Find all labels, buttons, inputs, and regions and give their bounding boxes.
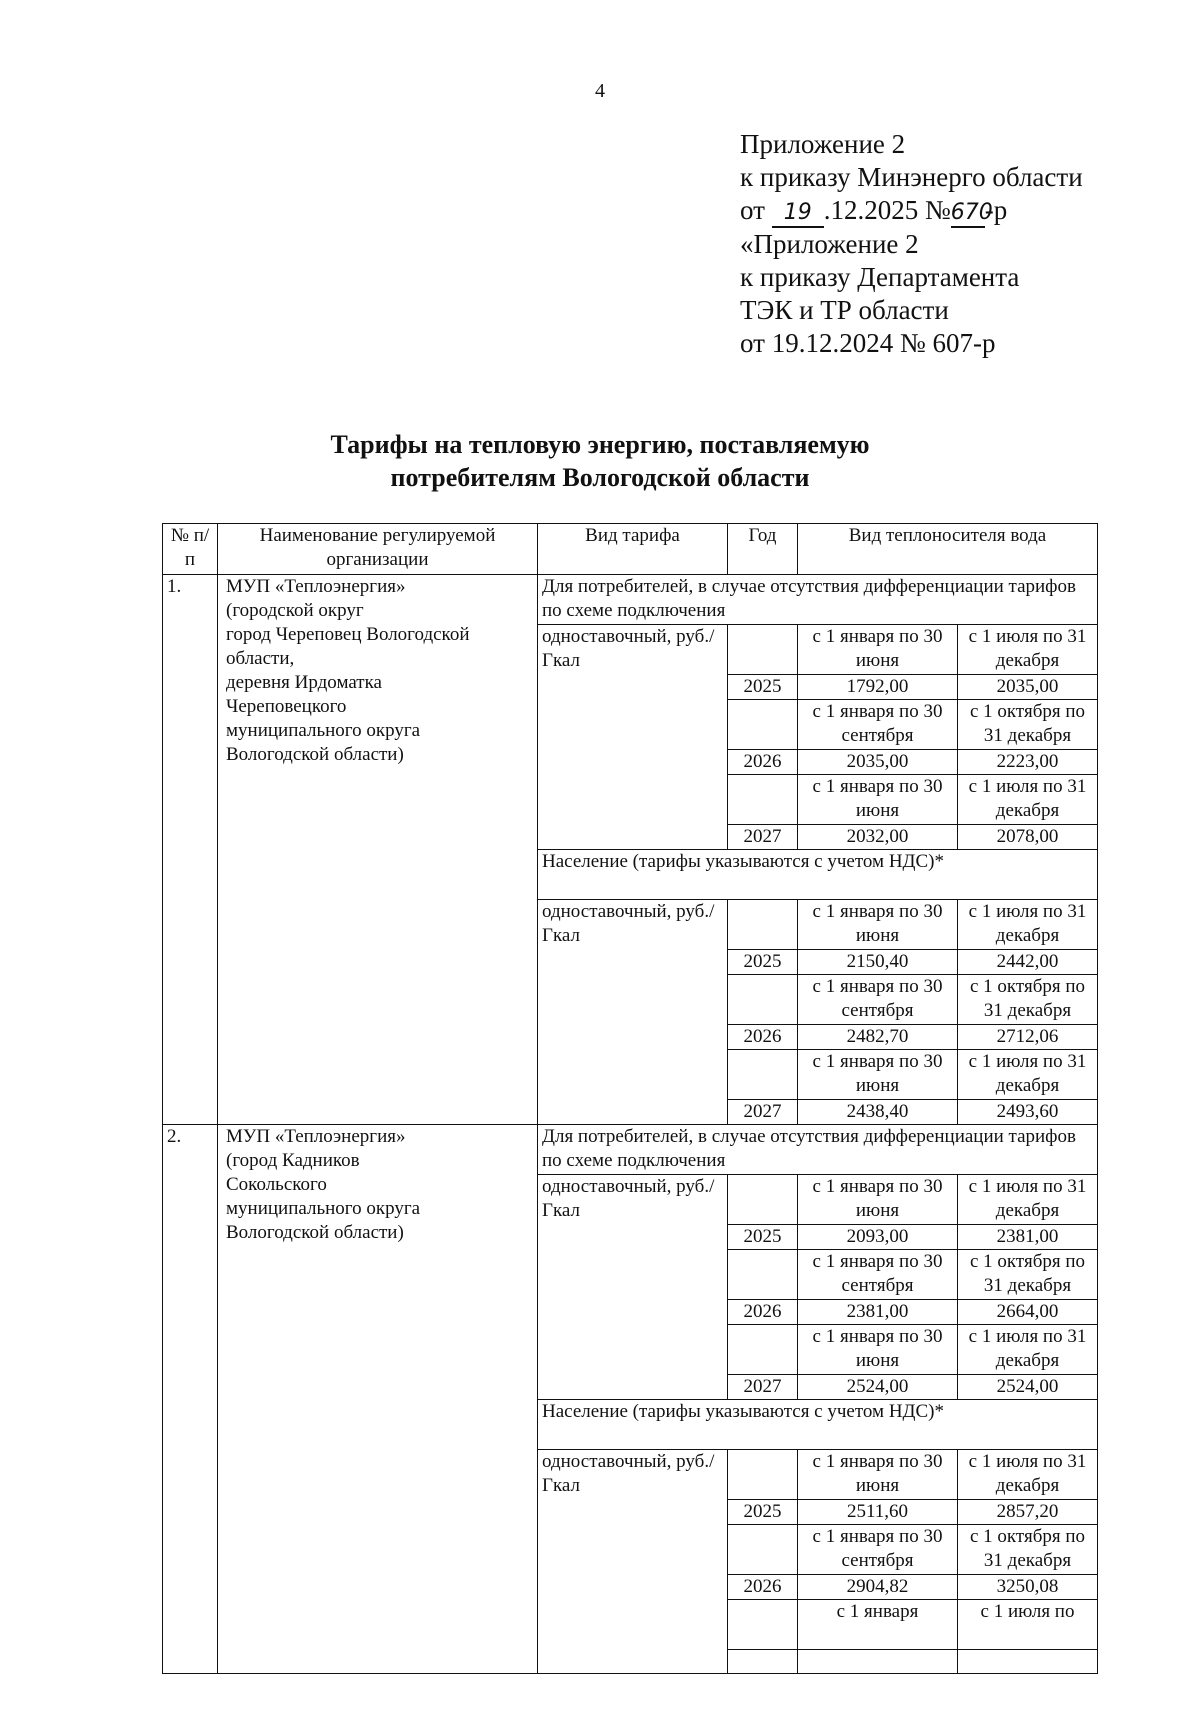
order-suffix: -р xyxy=(984,195,1008,225)
period-2: с 1 июля по 31 декабря xyxy=(958,775,1098,825)
value-1: 2511,60 xyxy=(798,1500,958,1525)
year-cell xyxy=(728,1650,798,1674)
handwritten-day: 19 xyxy=(772,200,824,228)
group-label-row xyxy=(163,1125,1098,1175)
period-1: с 1 января по 30 сентября xyxy=(798,700,958,750)
year-cell: 2026 xyxy=(728,1300,798,1325)
org-name-line: МУП «Теплоэнергия» xyxy=(226,576,406,597)
period-1: с 1 января по 30 июня xyxy=(798,775,958,825)
value-2: 2442,00 xyxy=(958,950,1098,975)
value-2: 3250,08 xyxy=(958,1575,1098,1600)
approval-line: к приказу Департамента xyxy=(740,262,1020,292)
value-2: 2857,20 xyxy=(958,1500,1098,1525)
period-1: с 1 января по 30 сентября xyxy=(798,975,958,1025)
year-cell: 2026 xyxy=(728,1575,798,1600)
org-name-line: город Череповец Вологодской xyxy=(226,624,470,645)
value-2: 2223,00 xyxy=(958,750,1098,775)
tariff-type: одноставочный, руб./Гкал xyxy=(538,625,728,850)
header-carrier: Вид теплоносителя вода xyxy=(798,524,1098,575)
period-1: с 1 января по 30 июня xyxy=(798,900,958,950)
org-name-line: МУП «Теплоэнергия» xyxy=(226,1126,406,1147)
approval-line: «Приложение 2 xyxy=(740,229,919,259)
value-2: 2664,00 xyxy=(958,1300,1098,1325)
period-2: с 1 октября по 31 декабря xyxy=(958,975,1098,1025)
period-2: с 1 июля по 31 декабря xyxy=(958,1050,1098,1100)
period-2: с 1 июля по 31 декабря xyxy=(958,625,1098,675)
year-cell: 2025 xyxy=(728,1500,798,1525)
period-1: с 1 января по 30 сентября xyxy=(798,1250,958,1300)
value-2 xyxy=(958,1650,1098,1674)
page-number: 4 xyxy=(595,80,605,102)
org-name-line: области, xyxy=(226,648,295,669)
year-blank xyxy=(728,1450,798,1500)
document-title xyxy=(0,428,1200,494)
year-cell: 2027 xyxy=(728,1375,798,1400)
year-blank xyxy=(728,1050,798,1100)
year-blank xyxy=(728,900,798,950)
approval-date-line xyxy=(740,194,1083,228)
approval-line: ТЭК и ТР области xyxy=(740,295,949,325)
group-label: Население (тарифы указываются с учетом НДС)* xyxy=(538,850,1098,900)
period-1: с 1 января по 30 июня xyxy=(798,1175,958,1225)
value-1 xyxy=(798,1650,958,1674)
org-name-line: деревня Ирдоматка xyxy=(226,672,382,693)
approval-block xyxy=(740,128,1083,360)
year-cell: 2027 xyxy=(728,825,798,850)
org-name-line: Вологодской области) xyxy=(226,1222,404,1243)
period-2: с 1 июля по 31 декабря xyxy=(958,1325,1098,1375)
org-name-line: Череповецкого xyxy=(226,696,347,717)
group-label: Население (тарифы указываются с учетом НДС)* xyxy=(538,1400,1098,1450)
year-cell: 2026 xyxy=(728,1025,798,1050)
value-1: 2093,00 xyxy=(798,1225,958,1250)
org-name xyxy=(218,575,538,1125)
year-blank xyxy=(728,1525,798,1575)
header-org: Наименование регулируемой организации xyxy=(218,524,538,575)
value-2: 2078,00 xyxy=(958,825,1098,850)
period-1: с 1 января по 30 сентября xyxy=(798,1525,958,1575)
approval-line: к приказу Минэнерго области xyxy=(740,162,1083,192)
org-name-line: Вологодской области) xyxy=(226,744,404,765)
tariff-type: одноставочный, руб./Гкал xyxy=(538,1175,728,1400)
period-1: с 1 января по 30 июня xyxy=(798,1450,958,1500)
year-cell: 2025 xyxy=(728,1225,798,1250)
title-line: Тарифы на тепловую энергию, поставляемую xyxy=(330,430,870,459)
org-name xyxy=(218,1125,538,1674)
title-line: потребителям Вологодской области xyxy=(390,463,810,492)
value-1: 2482,70 xyxy=(798,1025,958,1050)
period-2: с 1 июля по 31 декабря xyxy=(958,1450,1098,1500)
value-2: 2035,00 xyxy=(958,675,1098,700)
table-header-row xyxy=(163,524,1098,575)
header-num: № п/п xyxy=(163,524,218,575)
period-1: с 1 января по 30 июня xyxy=(798,1325,958,1375)
period-2: с 1 октября по 31 декабря xyxy=(958,1250,1098,1300)
period-2: с 1 июля по 31 декабря xyxy=(958,900,1098,950)
date-mid: .12.2025 № xyxy=(823,195,951,225)
group-label-row xyxy=(163,575,1098,625)
year-blank xyxy=(728,1250,798,1300)
org-name-line: муниципального округа xyxy=(226,1198,421,1219)
value-1: 2524,00 xyxy=(798,1375,958,1400)
year-cell: 2025 xyxy=(728,675,798,700)
tariff-type: одноставочный, руб./Гкал xyxy=(538,1450,728,1674)
approval-line: от 19.12.2024 № 607-р xyxy=(740,328,996,358)
value-2: 2712,06 xyxy=(958,1025,1098,1050)
year-blank xyxy=(728,1600,798,1650)
year-blank xyxy=(728,775,798,825)
org-name-line: муниципального округа xyxy=(226,720,421,741)
period-2: с 1 июля по xyxy=(958,1600,1098,1650)
period-1: с 1 января по 30 июня xyxy=(798,625,958,675)
year-cell: 2027 xyxy=(728,1100,798,1125)
value-1: 2438,40 xyxy=(798,1100,958,1125)
period-2: с 1 октября по 31 декабря xyxy=(958,700,1098,750)
org-name-line: (городской округ xyxy=(226,600,364,621)
value-1: 2381,00 xyxy=(798,1300,958,1325)
tariff-table xyxy=(162,523,1098,1674)
year-cell: 2026 xyxy=(728,750,798,775)
value-2: 2381,00 xyxy=(958,1225,1098,1250)
value-1: 2150,40 xyxy=(798,950,958,975)
period-1: с 1 января по 30 июня xyxy=(798,1050,958,1100)
header-year: Год xyxy=(728,524,798,575)
value-1: 2035,00 xyxy=(798,750,958,775)
org-number: 2. xyxy=(163,1125,218,1674)
approval-line: Приложение 2 xyxy=(740,129,906,159)
value-2: 2524,00 xyxy=(958,1375,1098,1400)
year-blank xyxy=(728,1325,798,1375)
org-name-line: (город Кадников xyxy=(226,1150,360,1171)
period-2: с 1 октября по 31 декабря xyxy=(958,1525,1098,1575)
period-1: с 1 января xyxy=(798,1600,958,1650)
group-label: Для потребителей, в случае отсутствия дифференциации тарифов по схеме подключения xyxy=(538,1125,1098,1175)
year-blank xyxy=(728,700,798,750)
group-label: Для потребителей, в случае отсутствия дифференциации тарифов по схеме подключения xyxy=(538,575,1098,625)
year-blank xyxy=(728,625,798,675)
handwritten-order-number: 670 xyxy=(951,200,985,228)
year-blank xyxy=(728,975,798,1025)
org-number: 1. xyxy=(163,575,218,1125)
header-type: Вид тарифа xyxy=(538,524,728,575)
period-2: с 1 июля по 31 декабря xyxy=(958,1175,1098,1225)
year-cell: 2025 xyxy=(728,950,798,975)
year-blank xyxy=(728,1175,798,1225)
value-1: 1792,00 xyxy=(798,675,958,700)
value-1: 2904,82 xyxy=(798,1575,958,1600)
org-name-line: Сокольского xyxy=(226,1174,327,1195)
value-1: 2032,00 xyxy=(798,825,958,850)
value-2: 2493,60 xyxy=(958,1100,1098,1125)
tariff-type: одноставочный, руб./Гкал xyxy=(538,900,728,1125)
date-prefix: от xyxy=(740,195,765,225)
